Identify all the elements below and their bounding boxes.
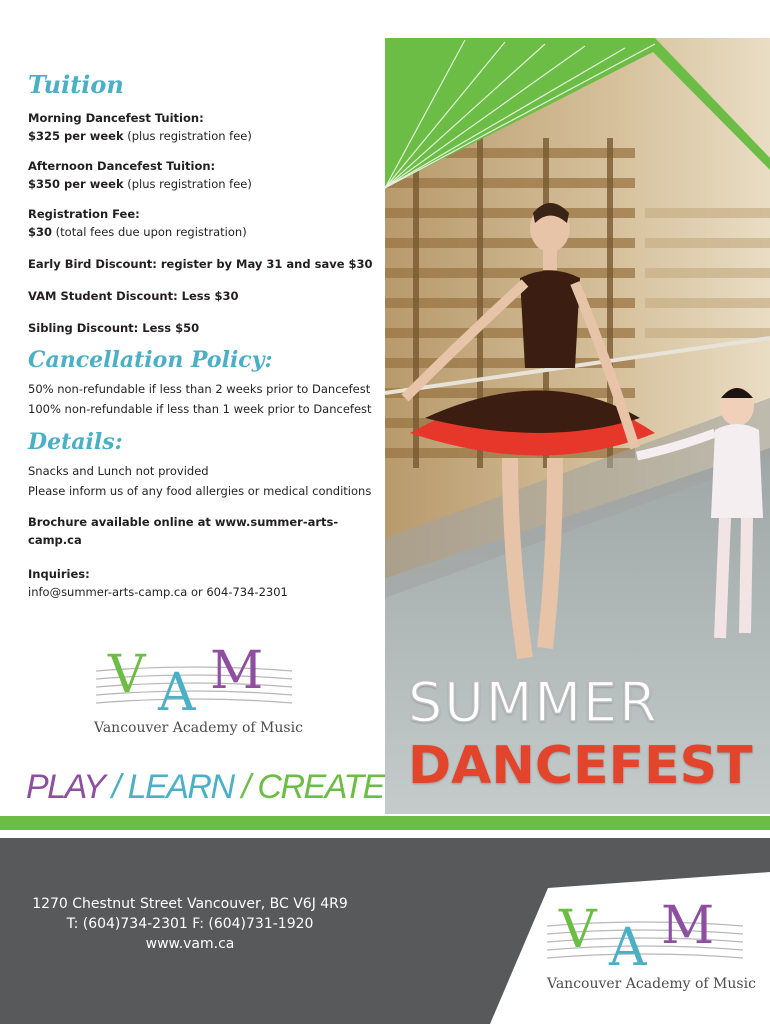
details-heading: Details: <box>28 429 123 455</box>
registration-fee <box>28 223 378 241</box>
vam-student-discount: VAM Student Discount: Less $30 <box>28 289 239 303</box>
afternoon-tuition-price: $350 per week <box>28 177 124 191</box>
tagline-play: PLAY <box>26 768 104 806</box>
registration-fee-label: Registration Fee: <box>28 207 140 221</box>
tagline-sep-2: / <box>241 768 250 806</box>
registration-fee-note: (total fees due upon registration) <box>55 225 247 239</box>
footer-logo-name: Vancouver Academy of Music <box>547 976 756 992</box>
cancellation-line-1: 50% non-refundable if less than 2 weeks prior to Dancefest <box>28 382 371 396</box>
divider-bar <box>0 816 770 830</box>
vam-logo <box>94 641 303 740</box>
morning-tuition-price: $325 per week <box>28 129 124 143</box>
inquiries-text[interactable]: info@summer-arts-camp.ca or 604-734-2301 <box>28 585 288 599</box>
details-line-2: Please inform us of any food allergies or medical conditions <box>28 484 372 498</box>
logo-name: Vancouver Academy of Music <box>94 720 303 736</box>
tagline-sep-1: / <box>111 768 120 806</box>
registration-fee-price: $30 <box>28 225 53 239</box>
footer-phone: T: (604)734-2301 F: (604)731-1920 <box>66 916 314 932</box>
tagline-learn: LEARN <box>127 768 234 806</box>
inquiries-label: Inquiries: <box>28 567 90 581</box>
logo-letter-a: A <box>158 663 196 723</box>
logo-letter-v: V <box>108 645 146 705</box>
morning-tuition-note: (plus registration fee) <box>127 129 252 143</box>
afternoon-tuition <box>28 175 378 193</box>
early-bird-discount: Early Bird Discount: register by May 31 and save $30 <box>28 257 373 271</box>
details-line-1: Snacks and Lunch not provided <box>28 464 209 478</box>
footer-logo-letter-a: A <box>609 918 647 978</box>
tagline <box>26 768 384 807</box>
morning-tuition-label: Morning Dancefest Tuition: <box>28 111 204 125</box>
afternoon-tuition-note: (plus registration fee) <box>127 177 252 191</box>
title-dancefest: DANCEFEST <box>408 736 753 796</box>
footer-logo-letter-v: V <box>559 900 597 960</box>
info-column <box>28 70 378 601</box>
footer-contact <box>30 894 350 954</box>
sibling-discount: Sibling Discount: Less $50 <box>28 321 200 335</box>
tuition-heading: Tuition <box>28 70 124 99</box>
cancellation-heading: Cancellation Policy: <box>28 347 273 373</box>
afternoon-tuition-label: Afternoon Dancefest Tuition: <box>28 159 216 173</box>
footer-address: 1270 Chestnut Street Vancouver, BC V6J 4R9 <box>32 896 348 912</box>
footer-vam-logo <box>545 896 756 1000</box>
cancellation-line-2: 100% non-refundable if less than 1 week prior to Dancefest <box>28 402 372 416</box>
footer-logo-letter-m: M <box>661 896 715 956</box>
footer-web[interactable]: www.vam.ca <box>145 936 235 952</box>
title-summer: SUMMER <box>408 671 659 734</box>
roof-graphic <box>385 38 770 198</box>
event-title <box>408 671 753 796</box>
logo-letter-m: M <box>210 641 264 701</box>
footer <box>0 838 770 1024</box>
tagline-create: CREATE <box>257 768 384 806</box>
morning-tuition <box>28 127 378 145</box>
brochure-link[interactable]: Brochure available online at www.summer-arts-camp.ca <box>28 515 339 547</box>
